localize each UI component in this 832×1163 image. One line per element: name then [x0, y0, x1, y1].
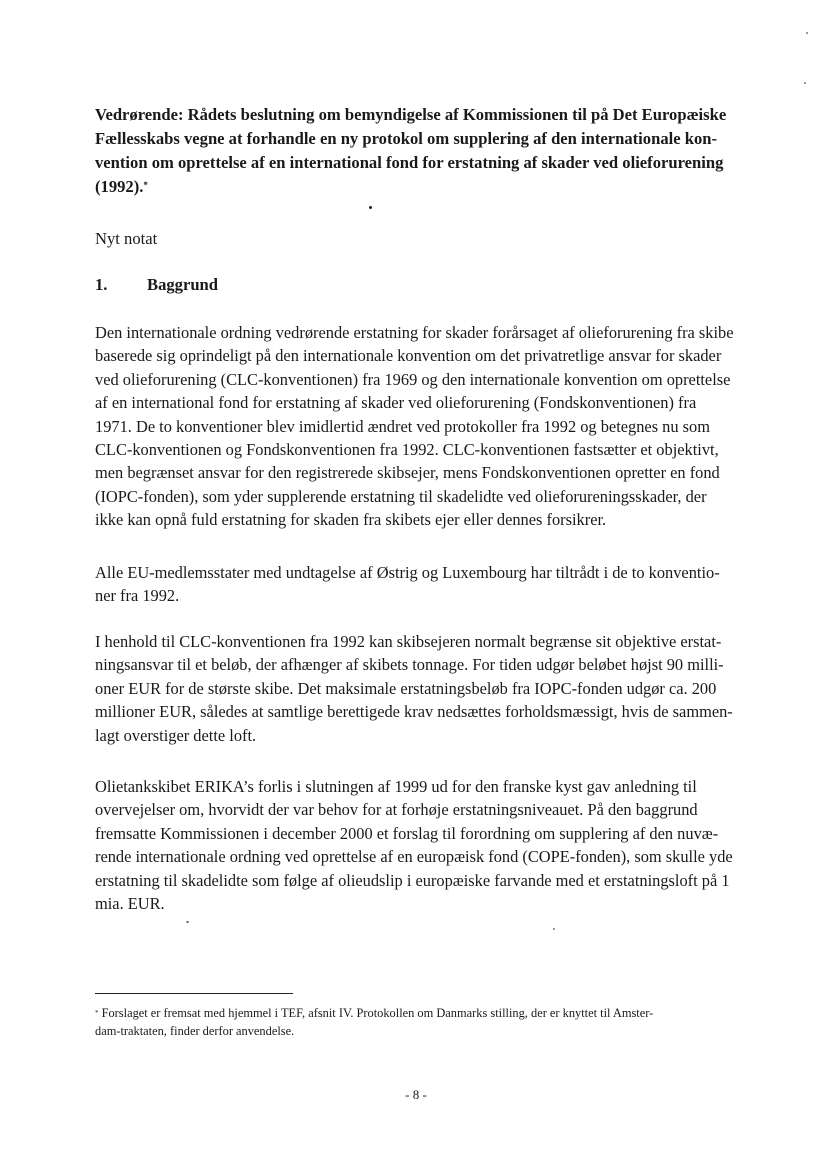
page-number: - 8 - [405, 1087, 427, 1102]
paragraph-line: ner fra 1992. [95, 586, 180, 606]
paragraph-line: fremsatte Kommissionen i december 2000 et forslag til forordning om supplering af den nuvæ- [95, 823, 719, 843]
paragraph-line: millioner EUR, således at samtlige berettigede krav nedsættes forholdsmæssigt, hvis de sammen- [95, 702, 733, 722]
subject-heading [95, 103, 755, 199]
paragraph-line: baserede sig oprindeligt på den internationale konvention om det privatretlige ansvar for skader [95, 346, 722, 366]
note-label: Nyt notat [95, 229, 158, 248]
paragraph-line: oner EUR for de største skibe. Det maksimale erstatningsbeløb fra IOPC-fonden udgør ca. 200 [95, 678, 717, 698]
subject-line: Vedrørende: Rådets beslutning om bemyndigelse af Kommissionen til på Det Europæiske [95, 105, 727, 124]
paragraph-line: mia. EUR. [95, 894, 165, 914]
paragraph-line: rende internationale ordning ved oprettelse af en europæisk fond (COPE-fonden), som skulle yde [95, 847, 733, 867]
subject-line: vention om oprettelse af en international fond for erstatning af skader ved olieforurening [95, 153, 724, 172]
scan-speck [804, 82, 806, 84]
paragraph-background [95, 321, 755, 532]
section-heading [95, 274, 218, 296]
paragraph-line: lagt overstiger dette loft. [95, 725, 257, 745]
scan-speck [553, 928, 555, 930]
paragraph-liability-limits [95, 630, 755, 747]
footnote-reference[interactable]: * [143, 180, 148, 190]
paragraph-line: Olietankskibet ERIKA’s forlis i slutningen af 1999 ud for den franske kyst gav anledning til [95, 777, 697, 796]
footnote-marker: * [95, 1009, 99, 1017]
paragraph-line: (IOPC-fonden), som yder supplerende erstatning til skadelidte ved olieforureningsskader, der [95, 486, 707, 506]
footnote-separator [95, 993, 293, 994]
paragraph-line: I henhold til CLC-konventionen fra 1992 kan skibsejeren normalt begrænse sit objektive erstat- [95, 632, 722, 651]
paragraph-member-states [95, 561, 755, 608]
footnote-line [95, 1004, 745, 1022]
paragraph-line: CLC-konventionen og Fondskonventionen fra 1992. CLC-konventionen fastsætter et objektivt, [95, 440, 719, 460]
footnote-text: Forslaget er fremsat med hjemmel i TEF, afsnit IV. Protokollen om Danmarks stilling, der er knyttet til Amster- [98, 1006, 654, 1020]
paragraph-line: ningsansvar til et beløb, der afhænger af skibets tonnage. For tiden udgør beløbet højst 90 milli- [95, 655, 724, 675]
paragraph-line: ved olieforurening (CLC-konventionen) fra 1969 og den internationale konvention om oprettelse [95, 369, 731, 389]
footnote-line: dam-traktaten, finder derfor anvendelse. [95, 1024, 295, 1038]
scan-dot-mark [369, 206, 372, 209]
paragraph-line: Alle EU-medlemsstater med undtagelse af Østrig og Luxembourg har tiltrådt i de to konventio- [95, 563, 720, 582]
section-title: Baggrund [147, 275, 219, 294]
scan-speck [186, 921, 189, 923]
subject-line: Fællesskabs vegne at forhandle en ny protokol om supplering af den internationale kon- [95, 129, 718, 148]
paragraph-line: erstatning til skadelidte som følge af olieudslip i europæiske farvande med et erstatningsloft på 1 [95, 870, 730, 890]
paragraph-line: men begrænset ansvar for den registrerede skibsejer, mens Fondskonventionen opretter en fond [95, 463, 720, 483]
footnote [95, 1004, 745, 1040]
paragraph-line: Den internationale ordning vedrørende erstatning for skader forårsaget af olieforurening fra skibe [95, 323, 734, 342]
scan-speck [806, 32, 808, 34]
section-number: 1. [95, 275, 108, 294]
paragraph-line: af en international fond for erstatning af skader ved olieforurening (Fondskonventionen) fra [95, 393, 697, 413]
paragraph-erika [95, 775, 755, 915]
paragraph-line: 1971. De to konventioner blev imidlertid ændret ved protokoller fra 1992 og betegnes nu som [95, 416, 710, 436]
paragraph-line: ikke kan opnå fuld erstatning for skaden fra skibets ejer eller dennes forsikrer. [95, 510, 607, 530]
subject-line: (1992). [95, 177, 144, 196]
paragraph-line: overvejelser om, hvorvidt der var behov for at forhøje erstatningsniveauet. På den baggrund [95, 800, 698, 820]
